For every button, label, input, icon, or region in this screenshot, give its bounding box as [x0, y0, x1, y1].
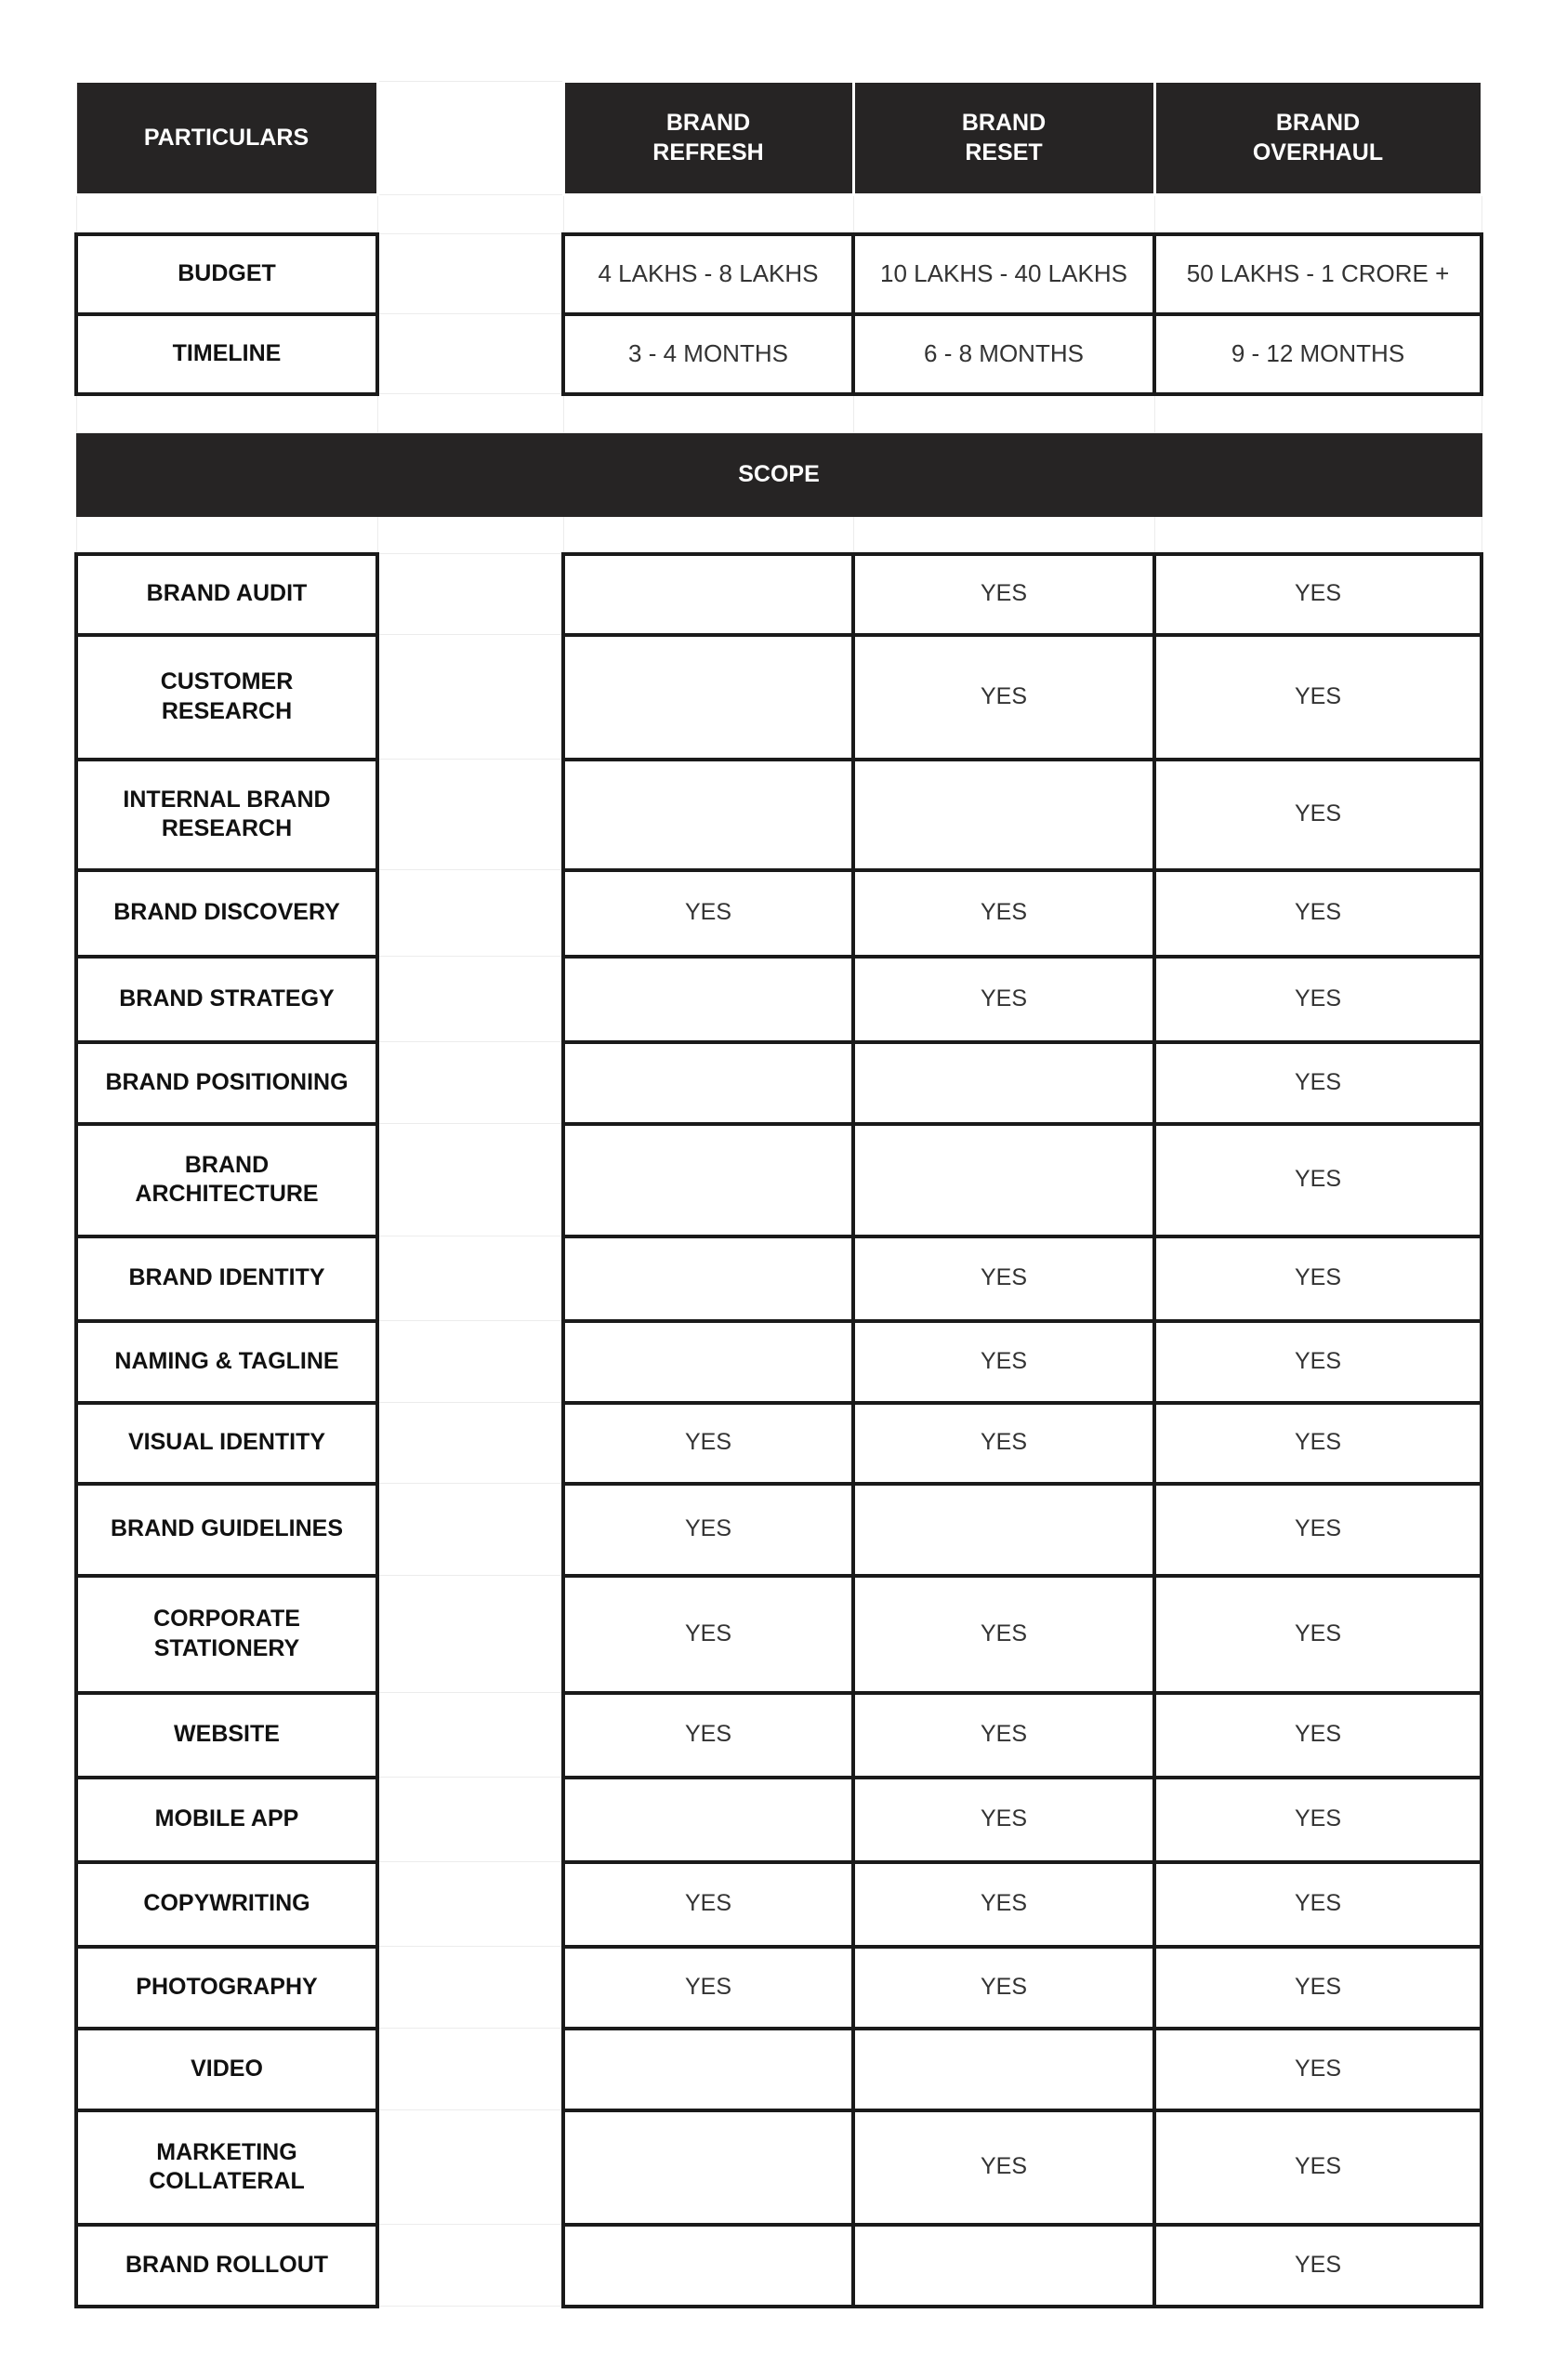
spacer-cell — [563, 394, 853, 433]
scope-row — [76, 1693, 1482, 1778]
scope-row — [76, 635, 1482, 760]
scope-cell-overhaul: YES — [1154, 1778, 1482, 1862]
spacer-cell — [377, 1403, 563, 1484]
scope-cell-reset: YES — [853, 1693, 1154, 1778]
spacer-cell — [377, 1862, 563, 1947]
scope-row-label: BRAND IDENTITY — [76, 1236, 377, 1321]
scope-cell-refresh: YES — [563, 1693, 853, 1778]
spacer-row — [76, 195, 1482, 234]
scope-cell-reset: YES — [853, 1576, 1154, 1693]
timeline-row — [76, 314, 1482, 394]
scope-cell-refresh: YES — [563, 870, 853, 957]
scope-cell-overhaul: YES — [1154, 1862, 1482, 1947]
spacer-cell — [377, 1321, 563, 1403]
spacer-cell — [1154, 517, 1482, 554]
plan-header-refresh: BRAND REFRESH — [563, 82, 853, 195]
budget-row — [76, 234, 1482, 314]
scope-row — [76, 1403, 1482, 1484]
scope-cell-reset: YES — [853, 1947, 1154, 2029]
plan-header-overhaul: BRAND OVERHAUL — [1154, 82, 1482, 195]
scope-row — [76, 1484, 1482, 1576]
spacer-cell — [377, 554, 563, 635]
scope-row-label: VISUAL IDENTITY — [76, 1403, 377, 1484]
scope-title: SCOPE — [76, 433, 1482, 517]
scope-row-label: MARKETING COLLATERAL — [76, 2110, 377, 2225]
scope-cell-reset — [853, 1042, 1154, 1124]
scope-row — [76, 1124, 1482, 1236]
scope-cell-refresh: YES — [563, 1947, 853, 2029]
scope-row — [76, 1321, 1482, 1403]
scope-row — [76, 760, 1482, 870]
scope-row — [76, 2110, 1482, 2225]
scope-cell-reset: YES — [853, 1778, 1154, 1862]
spacer-cell — [377, 1576, 563, 1693]
scope-cell-reset: YES — [853, 870, 1154, 957]
spacer-cell — [377, 635, 563, 760]
plan-header-reset: BRAND RESET — [853, 82, 1154, 195]
scope-row — [76, 1862, 1482, 1947]
scope-cell-reset: YES — [853, 1236, 1154, 1321]
budget-label: BUDGET — [76, 234, 377, 314]
scope-cell-reset — [853, 1484, 1154, 1576]
spacer-cell — [377, 1042, 563, 1124]
scope-row-label: BRAND POSITIONING — [76, 1042, 377, 1124]
scope-cell-refresh — [563, 1124, 853, 1236]
spacer-cell — [377, 517, 563, 554]
timeline-overhaul: 9 - 12 MONTHS — [1154, 314, 1482, 394]
scope-cell-overhaul: YES — [1154, 870, 1482, 957]
pricing-table — [74, 80, 1483, 2308]
spacer-cell — [377, 1124, 563, 1236]
scope-cell-overhaul: YES — [1154, 2029, 1482, 2110]
scope-header-row — [76, 433, 1482, 517]
scope-cell-refresh — [563, 760, 853, 870]
scope-row — [76, 2029, 1482, 2110]
scope-cell-refresh — [563, 2225, 853, 2307]
timeline-label: TIMELINE — [76, 314, 377, 394]
spacer-cell — [1154, 394, 1482, 433]
scope-row-label: CUSTOMER RESEARCH — [76, 635, 377, 760]
scope-row-label: BRAND ROLLOUT — [76, 2225, 377, 2307]
scope-row-label: WEBSITE — [76, 1693, 377, 1778]
spacer-cell — [377, 760, 563, 870]
scope-row — [76, 1236, 1482, 1321]
scope-row — [76, 1947, 1482, 2029]
scope-row-label: VIDEO — [76, 2029, 377, 2110]
particulars-header: PARTICULARS — [76, 82, 377, 195]
scope-cell-refresh — [563, 1236, 853, 1321]
scope-cell-reset — [853, 1124, 1154, 1236]
header-row — [76, 82, 1482, 195]
spacer-cell — [377, 1693, 563, 1778]
scope-cell-overhaul: YES — [1154, 957, 1482, 1042]
timeline-refresh: 3 - 4 MONTHS — [563, 314, 853, 394]
scope-cell-refresh — [563, 2110, 853, 2225]
scope-row — [76, 957, 1482, 1042]
scope-cell-refresh — [563, 1321, 853, 1403]
spacer-cell — [377, 234, 563, 314]
scope-cell-refresh: YES — [563, 1484, 853, 1576]
scope-cell-reset: YES — [853, 1321, 1154, 1403]
spacer-cell — [76, 517, 377, 554]
spacer-cell — [377, 82, 563, 195]
budget-reset: 10 LAKHS - 40 LAKHS — [853, 234, 1154, 314]
scope-row-label: MOBILE APP — [76, 1778, 377, 1862]
scope-cell-reset: YES — [853, 1862, 1154, 1947]
scope-row — [76, 554, 1482, 635]
spacer-cell — [377, 2110, 563, 2225]
scope-cell-refresh — [563, 635, 853, 760]
scope-cell-overhaul: YES — [1154, 1576, 1482, 1693]
scope-cell-overhaul: YES — [1154, 2225, 1482, 2307]
scope-row-label: BRAND ARCHITECTURE — [76, 1124, 377, 1236]
scope-cell-overhaul: YES — [1154, 2110, 1482, 2225]
scope-cell-refresh — [563, 2029, 853, 2110]
scope-cell-reset: YES — [853, 1403, 1154, 1484]
scope-cell-refresh: YES — [563, 1862, 853, 1947]
spacer-row — [76, 517, 1482, 554]
spacer-cell — [377, 314, 563, 394]
scope-row-label: INTERNAL BRAND RESEARCH — [76, 760, 377, 870]
scope-cell-overhaul: YES — [1154, 1403, 1482, 1484]
scope-row — [76, 870, 1482, 957]
scope-cell-reset: YES — [853, 957, 1154, 1042]
scope-row-label: BRAND DISCOVERY — [76, 870, 377, 957]
spacer-cell — [377, 1947, 563, 2029]
timeline-reset: 6 - 8 MONTHS — [853, 314, 1154, 394]
spacer-cell — [377, 957, 563, 1042]
scope-cell-overhaul: YES — [1154, 1693, 1482, 1778]
budget-overhaul: 50 LAKHS - 1 CRORE + — [1154, 234, 1482, 314]
spacer-cell — [377, 1236, 563, 1321]
scope-cell-overhaul: YES — [1154, 1042, 1482, 1124]
scope-row-label: BRAND STRATEGY — [76, 957, 377, 1042]
spacer-cell — [377, 2225, 563, 2307]
spacer-cell — [563, 195, 853, 234]
scope-cell-refresh: YES — [563, 1576, 853, 1693]
spacer-cell — [377, 195, 563, 234]
spacer-cell — [76, 394, 377, 433]
spacer-cell — [853, 394, 1154, 433]
scope-cell-overhaul: YES — [1154, 1124, 1482, 1236]
spacer-cell — [853, 195, 1154, 234]
spacer-row — [76, 394, 1482, 433]
scope-cell-overhaul: YES — [1154, 1321, 1482, 1403]
scope-row — [76, 1042, 1482, 1124]
scope-cell-reset — [853, 760, 1154, 870]
spacer-cell — [377, 2029, 563, 2110]
scope-row-label: PHOTOGRAPHY — [76, 1947, 377, 2029]
scope-cell-refresh — [563, 957, 853, 1042]
scope-cell-reset: YES — [853, 635, 1154, 760]
pricing-sheet — [74, 80, 1480, 2308]
scope-row-label: BRAND GUIDELINES — [76, 1484, 377, 1576]
spacer-cell — [377, 1778, 563, 1862]
scope-cell-refresh: YES — [563, 1403, 853, 1484]
scope-cell-reset: YES — [853, 2110, 1154, 2225]
scope-cell-reset: YES — [853, 554, 1154, 635]
scope-cell-refresh — [563, 1042, 853, 1124]
spacer-cell — [377, 870, 563, 957]
spacer-cell — [377, 1484, 563, 1576]
scope-cell-overhaul: YES — [1154, 760, 1482, 870]
scope-row-label: NAMING & TAGLINE — [76, 1321, 377, 1403]
budget-refresh: 4 LAKHS - 8 LAKHS — [563, 234, 853, 314]
spacer-cell — [1154, 195, 1482, 234]
spacer-cell — [563, 517, 853, 554]
scope-cell-overhaul: YES — [1154, 1236, 1482, 1321]
scope-row — [76, 1576, 1482, 1693]
scope-row-label: CORPORATE STATIONERY — [76, 1576, 377, 1693]
spacer-cell — [377, 394, 563, 433]
scope-row — [76, 1778, 1482, 1862]
scope-cell-reset — [853, 2029, 1154, 2110]
scope-row — [76, 2225, 1482, 2307]
scope-cell-refresh — [563, 554, 853, 635]
scope-cell-reset — [853, 2225, 1154, 2307]
scope-cell-overhaul: YES — [1154, 1947, 1482, 2029]
spacer-cell — [76, 195, 377, 234]
scope-cell-overhaul: YES — [1154, 635, 1482, 760]
scope-row-label: COPYWRITING — [76, 1862, 377, 1947]
scope-row-label: BRAND AUDIT — [76, 554, 377, 635]
scope-cell-overhaul: YES — [1154, 1484, 1482, 1576]
scope-cell-refresh — [563, 1778, 853, 1862]
scope-cell-overhaul: YES — [1154, 554, 1482, 635]
spacer-cell — [853, 517, 1154, 554]
